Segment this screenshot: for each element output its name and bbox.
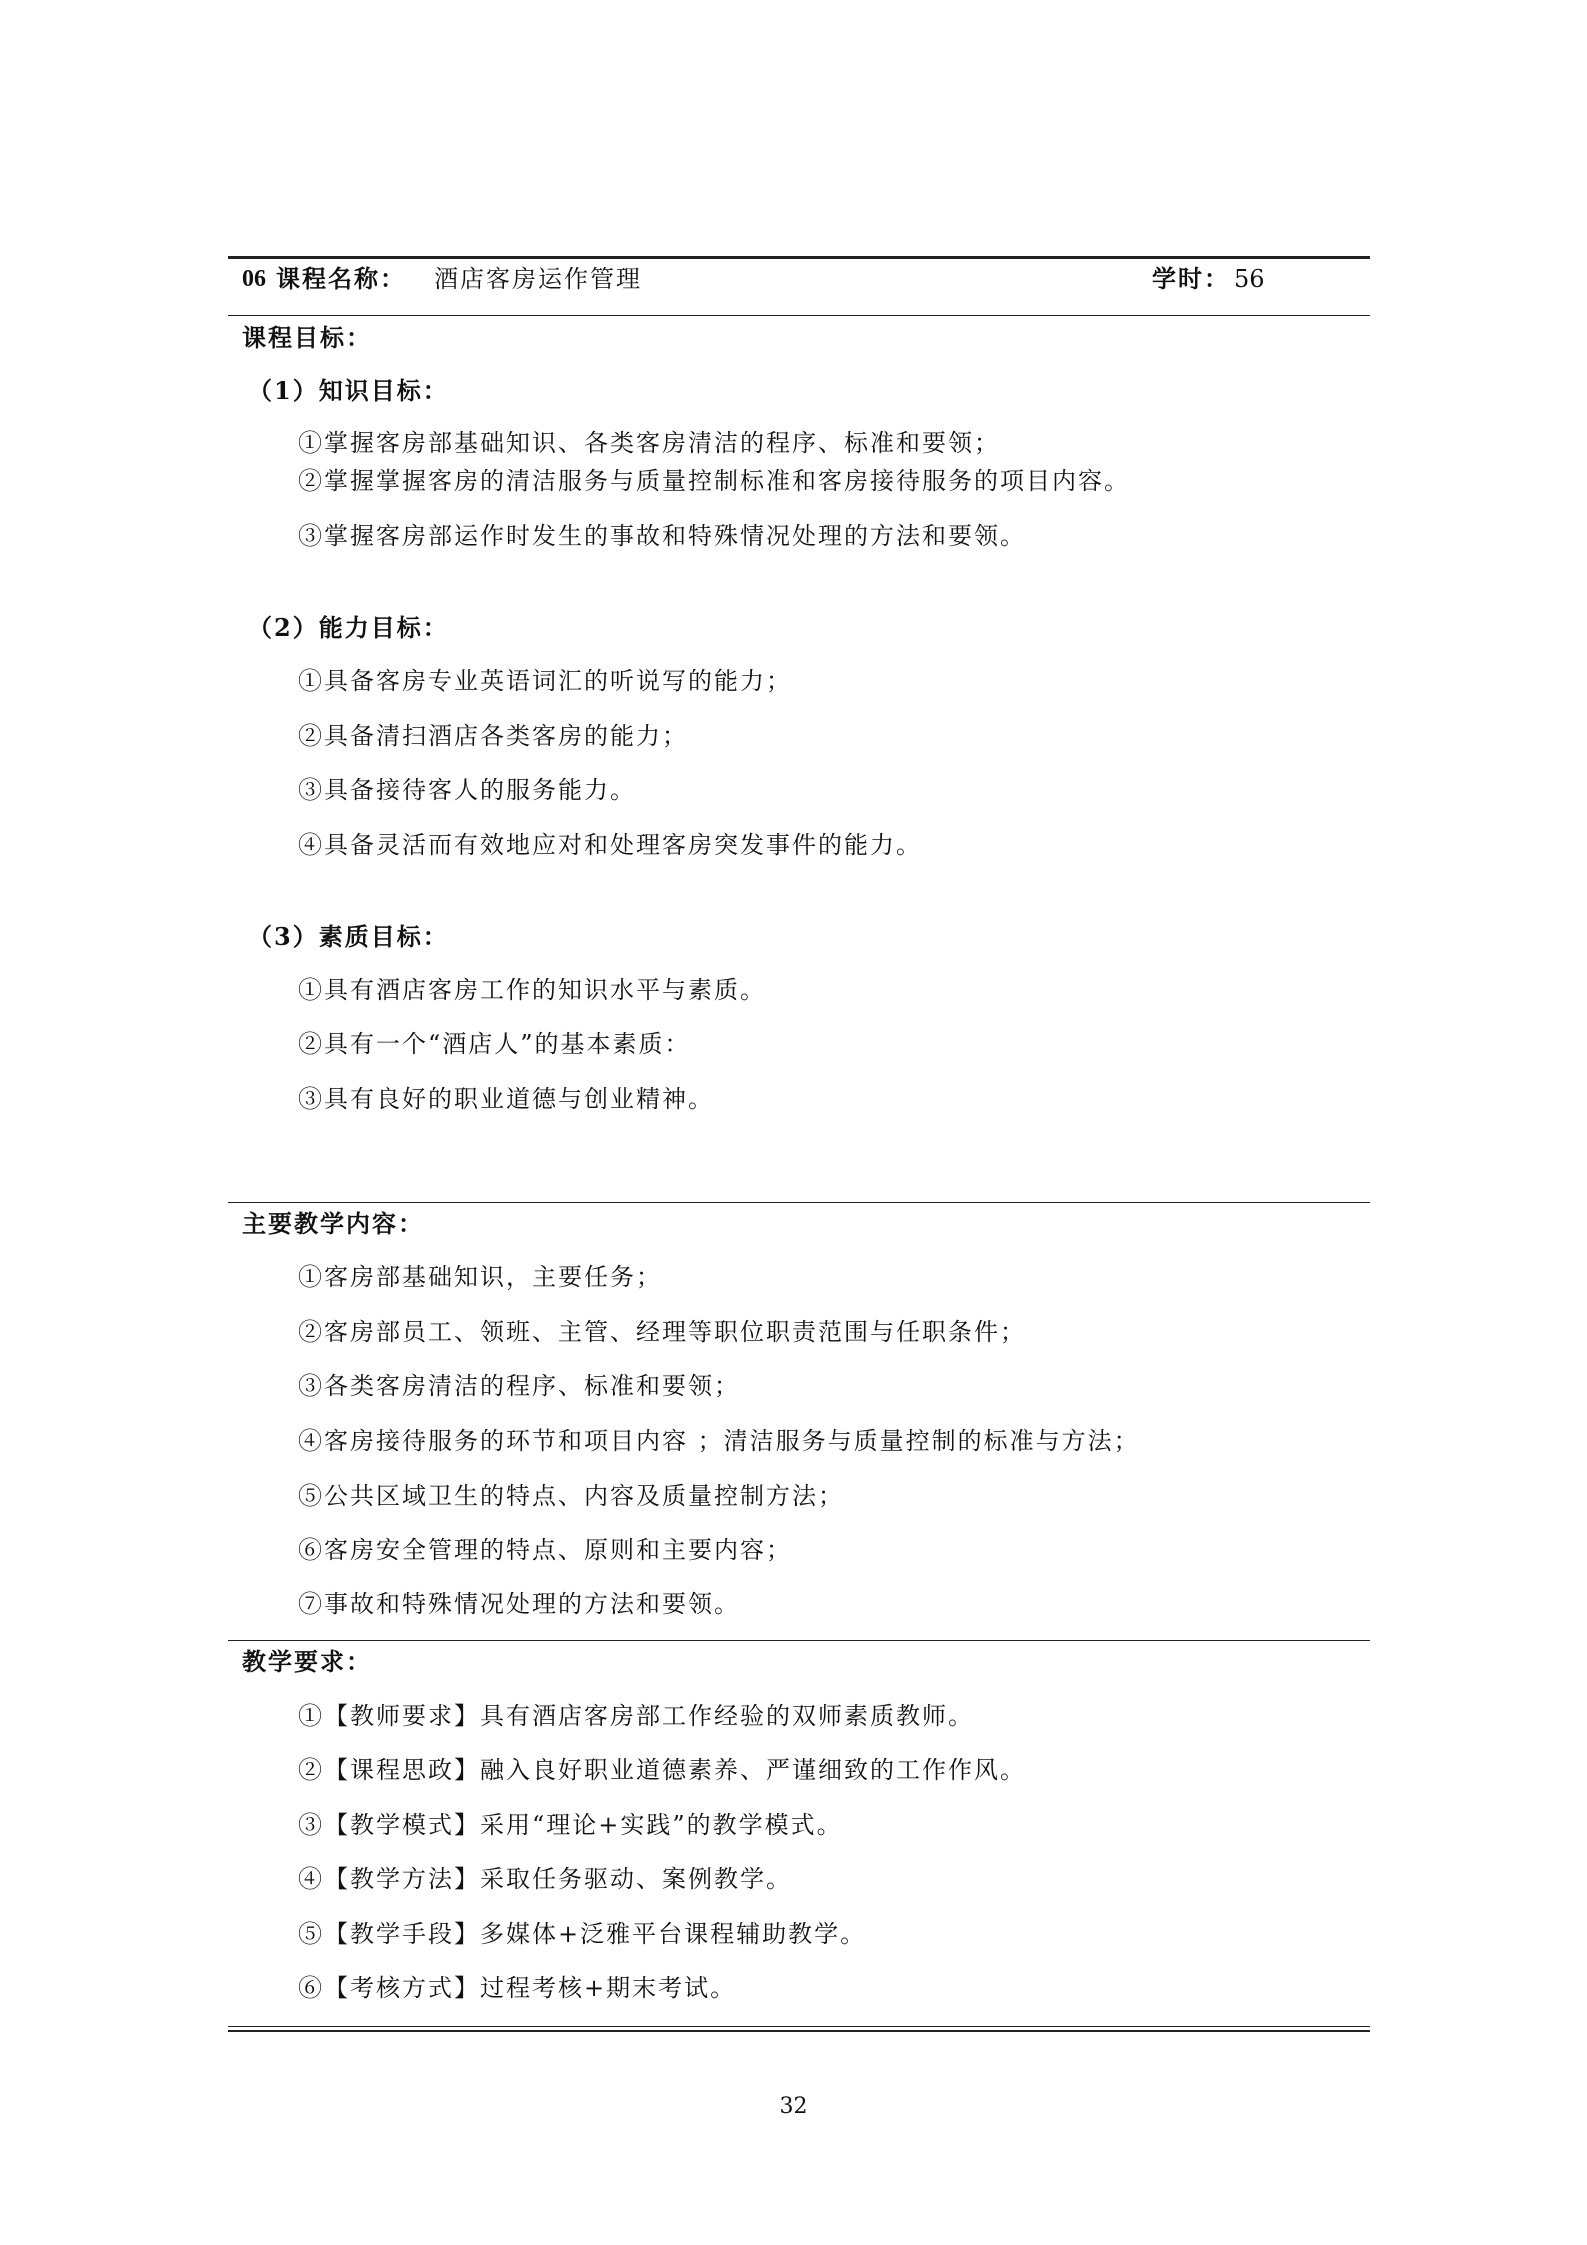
list-item: ③掌握客房部运作时发生的事故和特殊情况处理的方法和要领。 xyxy=(298,522,1026,550)
list-item: ①客房部基础知识，主要任务； xyxy=(298,1263,662,1291)
requirements-section-rule xyxy=(228,1640,1370,1641)
list-item: ④具备灵活而有效地应对和处理客房突发事件的能力。 xyxy=(298,831,922,859)
quality-heading: （3）素质目标： xyxy=(248,922,449,951)
list-item: ②客房部员工、领班、主管、经理等职位职责范围与任职条件； xyxy=(298,1318,1026,1346)
bottom-rule-double-1 xyxy=(228,2026,1370,2027)
list-item: ⑤【教学手段】多媒体+泛雅平台课程辅助教学。 xyxy=(298,1920,867,1948)
list-item: ⑥【考核方式】过程考核+期末考试。 xyxy=(298,1974,737,2002)
list-item: ②具有一个“酒店人”的基本素质： xyxy=(298,1030,691,1058)
list-item: ⑦事故和特殊情况处理的方法和要领。 xyxy=(298,1590,740,1618)
list-item: ①具有酒店客房工作的知识水平与素质。 xyxy=(298,976,766,1004)
list-item: ②【课程思政】融入良好职业道德素养、严谨细致的工作作风。 xyxy=(298,1756,1026,1784)
header-underline xyxy=(228,315,1370,316)
content-heading: 主要教学内容： xyxy=(242,1209,424,1238)
list-item: ③具有良好的职业道德与创业精神。 xyxy=(298,1085,714,1113)
list-item: ⑥客房安全管理的特点、原则和主要内容； xyxy=(298,1536,792,1564)
requirements-heading: 教学要求： xyxy=(242,1647,372,1676)
list-item: ②具备清扫酒店各类客房的能力； xyxy=(298,722,688,750)
objectives-heading: 课程目标： xyxy=(242,323,372,352)
list-item: ①具备客房专业英语词汇的听说写的能力； xyxy=(298,667,792,695)
list-item: ④【教学方法】采取任务驱动、案例教学。 xyxy=(298,1865,792,1893)
knowledge-heading: （1）知识目标： xyxy=(248,376,449,405)
list-item: ③【教学模式】采用“理论+实践”的教学模式。 xyxy=(298,1811,843,1839)
list-item: ②掌握掌握客房的清洁服务与质量控制标准和客房接待服务的项目内容。 xyxy=(298,467,1130,495)
list-item: ⑤公共区域卫生的特点、内容及质量控制方法； xyxy=(298,1482,844,1510)
course-name: 酒店客房运作管理 xyxy=(434,265,642,293)
bottom-rule-double-2 xyxy=(228,2030,1370,2032)
list-item: ④客房接待服务的环节和项目内容 ；清洁服务与质量控制的标准与方法； xyxy=(298,1427,1140,1455)
content-section-rule xyxy=(228,1202,1370,1203)
top-rule-thick xyxy=(228,256,1370,259)
list-item: ①掌握客房部基础知识、各类客房清洁的程序、标准和要领； xyxy=(298,429,1000,457)
hours-label: 学时： xyxy=(1152,264,1230,293)
course-number: 06 xyxy=(242,266,266,292)
page-number: 32 xyxy=(779,2094,808,2119)
hours-value: 56 xyxy=(1234,265,1265,293)
ability-heading: （2）能力目标： xyxy=(248,613,449,642)
course-name-label: 课程名称： xyxy=(276,264,406,293)
list-item: ①【教师要求】具有酒店客房部工作经验的双师素质教师。 xyxy=(298,1702,974,1730)
list-item: ③各类客房清洁的程序、标准和要领； xyxy=(298,1372,740,1400)
list-item: ③具备接待客人的服务能力。 xyxy=(298,776,636,804)
